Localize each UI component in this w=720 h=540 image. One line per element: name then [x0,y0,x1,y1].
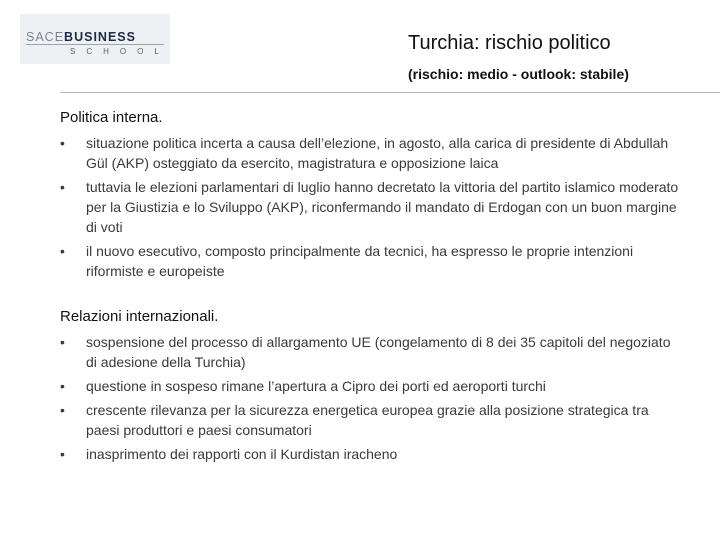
list-item-text: inasprimento dei rapporti con il Kurdistan iracheno [86,446,398,462]
list-item [60,376,680,396]
logo [20,14,170,64]
bullet-mark: • [60,446,65,462]
bullet-mark: • [60,243,65,259]
bullet-list-politica-interna [60,133,680,285]
page-subtitle: (rischio: medio - outlook: stabile) [408,66,629,82]
logo-word-sace: SACE [26,30,65,44]
list-item [60,400,680,440]
logo-word-business: BUSINESS [64,30,136,44]
bullet-mark: • [60,179,65,195]
bullet-list-relazioni-internazionali [60,332,680,468]
header-divider [60,92,720,93]
list-item [60,133,680,173]
list-item [60,241,680,281]
bullet-mark: • [60,378,65,394]
bullet-mark: • [60,402,65,418]
list-item-text: tuttavia le elezioni parlamentari di luglio hanno decretato la vittoria del partito islamico moderato per la Giustizia e lo Sviluppo (AKP), riconfermando il mandato di Erdogan con un buon margine di voti [86,179,679,235]
page-title: Turchia: rischio politico [408,32,611,54]
list-item [60,332,680,372]
logo-word-school: SCHOOL [70,47,170,56]
list-item-text: situazione politica incerta a causa dell’elezione, in agosto, alla carica di presidente di Abdullah Gül (AKP) osteggiato da esercito, magistratura e opposizione laica [86,135,669,171]
bullet-mark: • [60,334,65,350]
section-heading-politica-interna: Politica interna. [60,109,163,126]
list-item [60,177,680,237]
list-item-text: sospensione del processo di allargamento UE (congelamento di 8 dei 35 capitoli del negoziato di adesione della Turchia) [86,334,671,370]
logo-underline [26,44,164,45]
list-item-text: crescente rilevanza per la sicurezza energetica europea grazie alla posizione strategica tra paesi produttori e paesi consumatori [86,402,649,438]
logo-wordmark [26,30,136,44]
section-heading-relazioni-internazionali: Relazioni internazionali. [60,308,219,325]
bullet-mark: • [60,135,65,151]
list-item-text: questione in sospeso rimane l’apertura a Cipro dei porti ed aeroporti turchi [86,378,546,394]
list-item-text: il nuovo esecutivo, composto principalmente da tecnici, ha espresso le proprie intenzioni riformiste e europeiste [86,243,634,279]
list-item [60,444,680,464]
